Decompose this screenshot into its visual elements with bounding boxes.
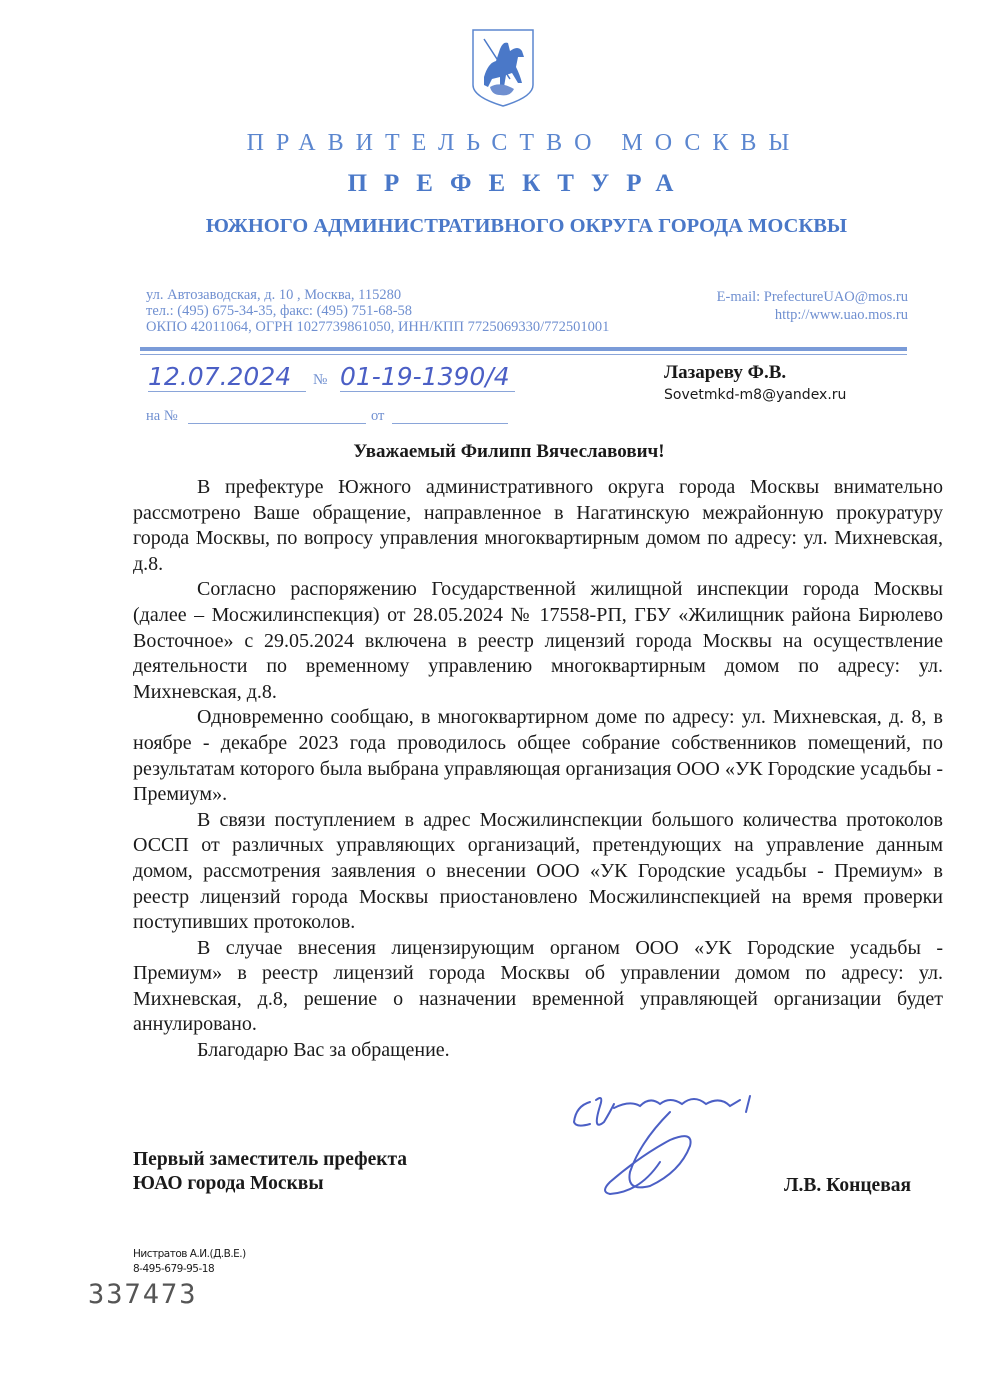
registration-number: 01-19-1390/4: [340, 362, 515, 392]
prefecture-title: ПРЕФЕКТУРА: [347, 170, 691, 197]
reply-to-label: на №: [146, 408, 178, 424]
handwritten-signature: [570, 1082, 820, 1202]
reply-from-label: от: [371, 408, 385, 424]
paragraph: Согласно распоряжению Государственной жилищной инспекции города Москвы (далее – Мосжилинспекция) от 28.05.2024 № 17558-РП, ГБУ «Жилищник района Бирюлево Восточное» с 29.05.2024 включена в реестр лицензий города Москвы на осуществление деятельности по временному управлению многоквартирным домом по адресу: ул. Михневская, д.8.: [133, 578, 943, 703]
signatory-name: Л.В. Концевая: [784, 1175, 912, 1196]
executor-name: Нистратов А.И.(Д.В.Е.): [133, 1248, 246, 1260]
sender-email: E-mail: PrefectureUAO@mos.ru: [716, 289, 908, 305]
registration-date: 12.07.2024: [148, 362, 306, 392]
phone-fax-line: тел.: (495) 675-34-35, факс: (495) 751-68-58: [146, 303, 413, 319]
executor-phone: 8-495-679-95-18: [133, 1263, 215, 1275]
reply-date-blank: [392, 423, 508, 424]
header-divider-thin: [140, 354, 907, 355]
stamp-number: 337473: [88, 1279, 198, 1310]
paragraph: Одновременно сообщаю, в многоквартирном доме по адресу: ул. Михневская, д. 8, в ноябре - декабре 2023 года проводилось общее собрание собственников помещений, по результатам которого была выбрана управляющая организация ООО «УК Городские усадьбы - Премиум».: [133, 706, 943, 806]
letter-body: [133, 475, 943, 1064]
government-title: ПРАВИТЕЛЬСТВО МОСКВЫ: [246, 130, 802, 156]
signatory-organization: ЮАО города Москвы: [133, 1173, 324, 1194]
address-line: ул. Автозаводская, д. 10 , Москва, 115280: [146, 287, 402, 303]
signatory-title: [133, 1148, 407, 1196]
paragraph: В случае внесения лицензирующим органом ООО «УК Городские усадьбы - Премиум» в реестр лицензий города Москвы об управлении домом по адресу: ул. Михневская, д.8, решение о назначении временной управляющей организации будет аннулировано.: [133, 936, 943, 1036]
moscow-coat-of-arms-icon: [470, 27, 536, 109]
recipient-email: Sovetmkd-m8@yandex.ru: [664, 387, 847, 403]
paragraph: В связи поступлением в адрес Мосжилинспекции большого количества протоколов ОССП от различных управляющих организаций, претендующих на управление данным домом, рассмотрения заявления о внесении ООО «УК Городские усадьбы - Премиум» в реестр лицензий города Москвы приостановлено Мосжилинспекцией на время проверки поступивших протоколов.: [133, 808, 943, 934]
header-divider-thick: [140, 347, 907, 351]
executor-info: [133, 1247, 246, 1277]
sender-address-block: [146, 287, 609, 335]
sender-contacts: [717, 288, 908, 324]
paragraph-closing: Благодарю Вас за обращение.: [197, 1039, 450, 1062]
sender-website: http://www.uao.mos.ru: [774, 307, 908, 323]
registry-codes-line: ОКПО 42011064, ОГРН 1027739861050, ИНН/КПП 7725069330/772501001: [146, 319, 610, 335]
greeting: Уважаемый Филипп Вячеславович!: [353, 441, 665, 462]
district-title: ЮЖНОГО АДМИНИСТРАТИВНОГО ОКРУГА ГОРОДА МОСКВЫ: [205, 215, 848, 237]
recipient-name: Лазареву Ф.В.: [664, 362, 787, 383]
reply-number-blank: [188, 423, 366, 424]
signatory-position: Первый заместитель префекта: [133, 1149, 408, 1170]
number-label: №: [313, 372, 328, 388]
paragraph: В префектуре Южного административного округа города Москвы внимательно рассмотрено Ваше обращение, направленное в Нагатинскую межрайонную прокуратуру города Москвы, по вопросу управления многоквартирным домом по адресу: ул. Михневская, д.8.: [133, 476, 943, 575]
